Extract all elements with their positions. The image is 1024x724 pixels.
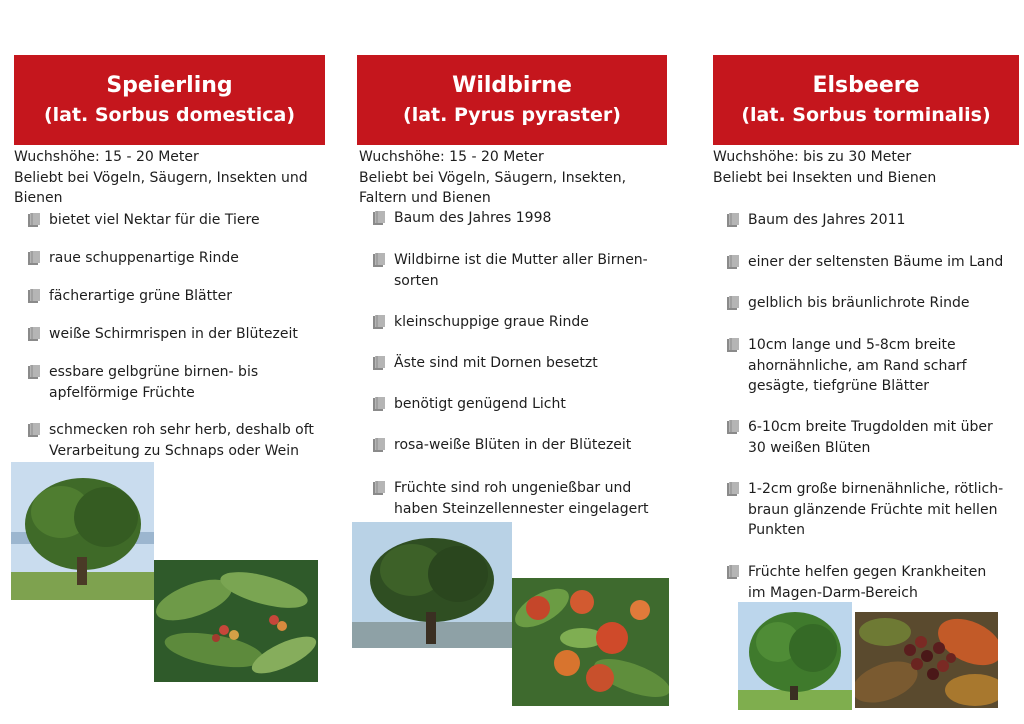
list-item: fächerartige grüne Blätter — [14, 286, 232, 307]
list-item: raue schuppenartige Rinde — [14, 248, 239, 269]
growth-height: Wuchshöhe: 15 - 20 Meter — [14, 149, 199, 165]
tree-latin-name: (lat. Pyrus pyraster) — [403, 104, 621, 126]
list-item: essbare gelbgrüne birnen- bis apfelförmige Früchte — [14, 362, 258, 403]
book-bullet-icon — [28, 327, 40, 341]
intro-text — [359, 147, 659, 209]
growth-height: Wuchshöhe: 15 - 20 Meter — [359, 149, 544, 165]
book-bullet-icon — [373, 253, 385, 267]
leaves-fruit-photo — [154, 560, 318, 682]
popular-with-line1: Beliebt bei Vögeln, Säugern, Insekten und — [14, 169, 308, 186]
tree-latin-name: (lat. Sorbus torminalis) — [741, 104, 991, 126]
tree-title: Speierling — [106, 73, 233, 98]
berries-photo — [855, 612, 998, 708]
book-bullet-icon — [727, 255, 739, 269]
tree-title: Wildbirne — [452, 73, 572, 98]
book-bullet-icon — [28, 289, 40, 303]
popular-with-line2: Bienen — [14, 190, 63, 206]
list-item: rosa-weiße Blüten in der Blütezeit — [359, 435, 631, 456]
intro-text — [713, 147, 1013, 188]
list-item: schmecken roh sehr herb, deshalb oft Verarbeitung zu Schnaps oder Wein — [14, 420, 314, 461]
growth-height: Wuchshöhe: bis zu 30 Meter — [713, 149, 912, 165]
list-item: kleinschuppige graue Rinde — [359, 312, 589, 333]
header-elsbeere — [713, 55, 1019, 145]
book-bullet-icon — [28, 365, 40, 379]
book-bullet-icon — [373, 211, 385, 225]
book-bullet-icon — [727, 482, 739, 496]
list-item: 1-2cm große birnenähnliche, rötlich- braun glänzende Früchte mit hellen Punkten — [713, 479, 1003, 541]
book-bullet-icon — [373, 315, 385, 329]
book-bullet-icon — [373, 481, 385, 495]
book-bullet-icon — [373, 397, 385, 411]
list-item: weiße Schirmrispen in der Blütezeit — [14, 324, 298, 345]
header-speierling — [14, 55, 325, 145]
tree-title: Elsbeere — [812, 73, 920, 98]
book-bullet-icon — [28, 423, 40, 437]
list-item: Baum des Jahres 1998 — [359, 208, 551, 229]
book-bullet-icon — [373, 438, 385, 452]
list-item: bietet viel Nektar für die Tiere — [14, 210, 260, 231]
popular-with-line1: Beliebt bei Vögeln, Säugern, Insekten, — [359, 169, 627, 186]
list-item: gelblich bis bräunlichrote Rinde — [713, 293, 969, 314]
list-item: Baum des Jahres 2011 — [713, 210, 905, 231]
book-bullet-icon — [727, 338, 739, 352]
header-wildbirne — [357, 55, 667, 145]
book-bullet-icon — [28, 213, 40, 227]
list-item: Früchte helfen gegen Krankheiten im Magen-Darm-Bereich — [713, 562, 986, 603]
tree-photo — [738, 602, 852, 710]
tree-latin-name: (lat. Sorbus domestica) — [43, 104, 296, 126]
book-bullet-icon — [373, 356, 385, 370]
list-item: Wildbirne ist die Mutter aller Birnen- sorten — [359, 250, 648, 291]
list-item: Früchte sind roh ungenießbar und haben Steinzellennester eingelagert — [359, 478, 648, 519]
book-bullet-icon — [727, 213, 739, 227]
popular-with-line2: Faltern und Bienen — [359, 190, 491, 206]
tree-photo — [352, 522, 512, 648]
list-item: 6-10cm breite Trugdolden mit über 30 weißen Blüten — [713, 417, 993, 458]
book-bullet-icon — [727, 296, 739, 310]
list-item: einer der seltensten Bäume im Land — [713, 252, 1003, 273]
book-bullet-icon — [28, 251, 40, 265]
list-item: benötigt genügend Licht — [359, 394, 566, 415]
book-bullet-icon — [727, 565, 739, 579]
popular-with-line1: Beliebt bei Insekten und Bienen — [713, 169, 937, 186]
tree-photo — [11, 462, 154, 600]
intro-text — [14, 147, 334, 209]
fruit-photo — [512, 578, 669, 706]
list-item: 10cm lange und 5-8cm breite ahornähnliche, am Rand scharf gesägte, tiefgrüne Blätter — [713, 335, 967, 397]
list-item: Äste sind mit Dornen besetzt — [359, 353, 598, 374]
book-bullet-icon — [727, 420, 739, 434]
